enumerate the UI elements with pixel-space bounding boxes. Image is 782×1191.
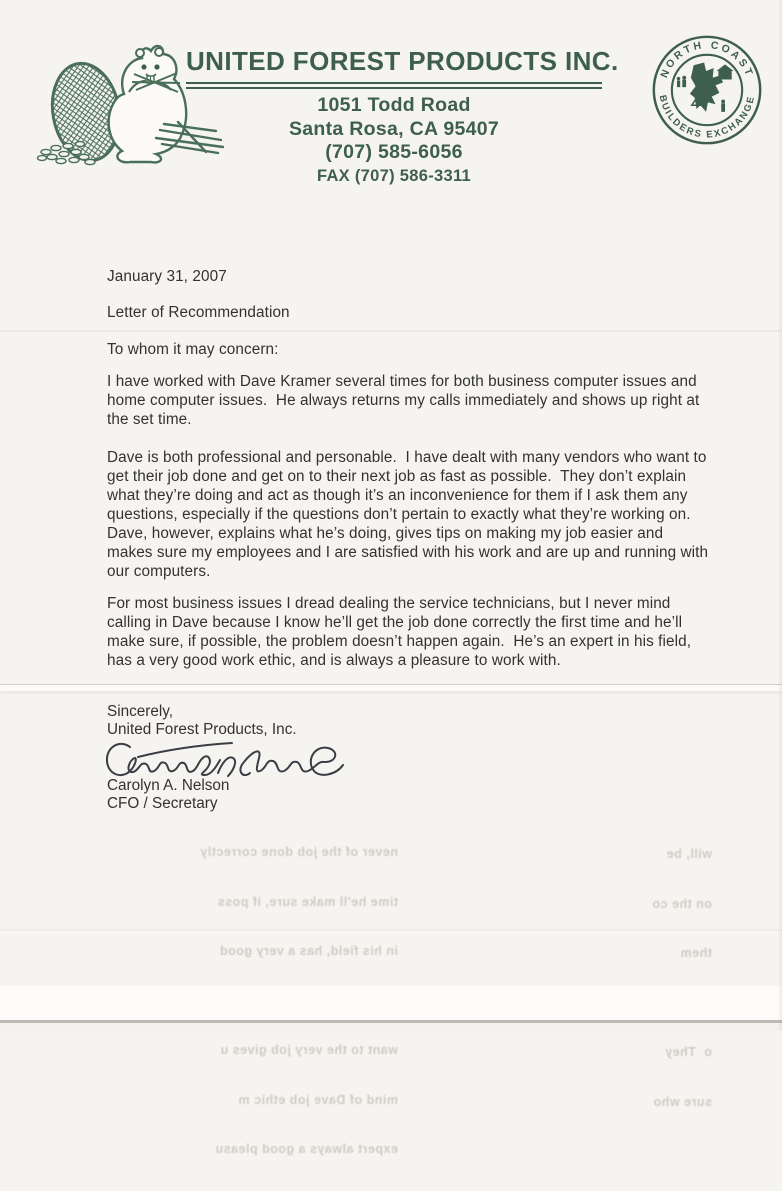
scanner-background-strip	[0, 1023, 782, 1031]
seal-top-text: NORTH COAST	[659, 40, 755, 80]
paper-crease-middle	[0, 685, 782, 691]
fax-number: FAX (707) 586-3311	[317, 166, 471, 185]
seal-drawing	[650, 33, 764, 147]
header-double-rule	[186, 82, 602, 89]
letterhead-address	[186, 94, 602, 188]
scan-bottom-band	[0, 986, 782, 1020]
seal-map-graphic	[677, 62, 734, 111]
address-city: Santa Rosa, CA 95407	[288, 117, 500, 140]
closing: Sincerely,	[107, 703, 174, 720]
letter-date: January 31, 2007	[107, 268, 227, 285]
letter-subject: Letter of Recommendation	[107, 304, 290, 321]
paragraph-2: Dave is both professional and personable. I have dealt with many vendors who want to get their job done and get on to their next job as fast as possible. They don’t explain what they’re doing and act as though it’s an inconvenience for them if I ask them any questions, especially if the questions don’t pertain to exactly what they’re working on. Dave, however, explains what he’s doing, gives tips on making my job easier and makes sure my employees and I are satisfied with his work and are up and running with our computers.	[107, 449, 713, 580]
seal-bottom-text: BUILDERS EXCHANGE	[656, 94, 758, 141]
builders-exchange-seal	[650, 33, 764, 147]
signer-name: Carolyn A. Nelson	[107, 777, 230, 794]
signer-title: CFO / Secretary	[107, 795, 218, 812]
paragraph-3: For most business issues I dread dealing the service technicians, but I never mind calling in Dave because I know he’ll get the job done correctly the first time and he’ll make sure, if possible, the problem doesn’t happen again. He’s an expert in his field, has a very good work ethic, and is always a pleasure to work with.	[107, 595, 696, 669]
bleedthrough-text-right: will, be on the co them o They sure who	[651, 847, 712, 1109]
scan-right-edge-shadow	[778, 0, 782, 1031]
bleedthrough-text-left: never of the job done correctly time he'll make sure, if poss in his field, has a very good want to the very job gives u mind of Dave job ethic m expert always a good pleasu	[199, 845, 398, 1156]
letterhead	[186, 46, 619, 188]
address-street: 1051 Todd Road	[317, 94, 471, 116]
salutation: To whom it may concern:	[107, 341, 279, 358]
company-name: UNITED FOREST PRODUCTS INC.	[186, 46, 619, 76]
paragraph-1: I have worked with Dave Kramer several times for both business computer issues and home computer issues. He always returns my calls immediately and shows up right at the set time.	[107, 373, 704, 428]
paper-crease-top	[0, 330, 782, 334]
phone-number: (707) 585-6056	[325, 141, 463, 163]
closing-company: United Forest Products, Inc.	[107, 721, 297, 738]
